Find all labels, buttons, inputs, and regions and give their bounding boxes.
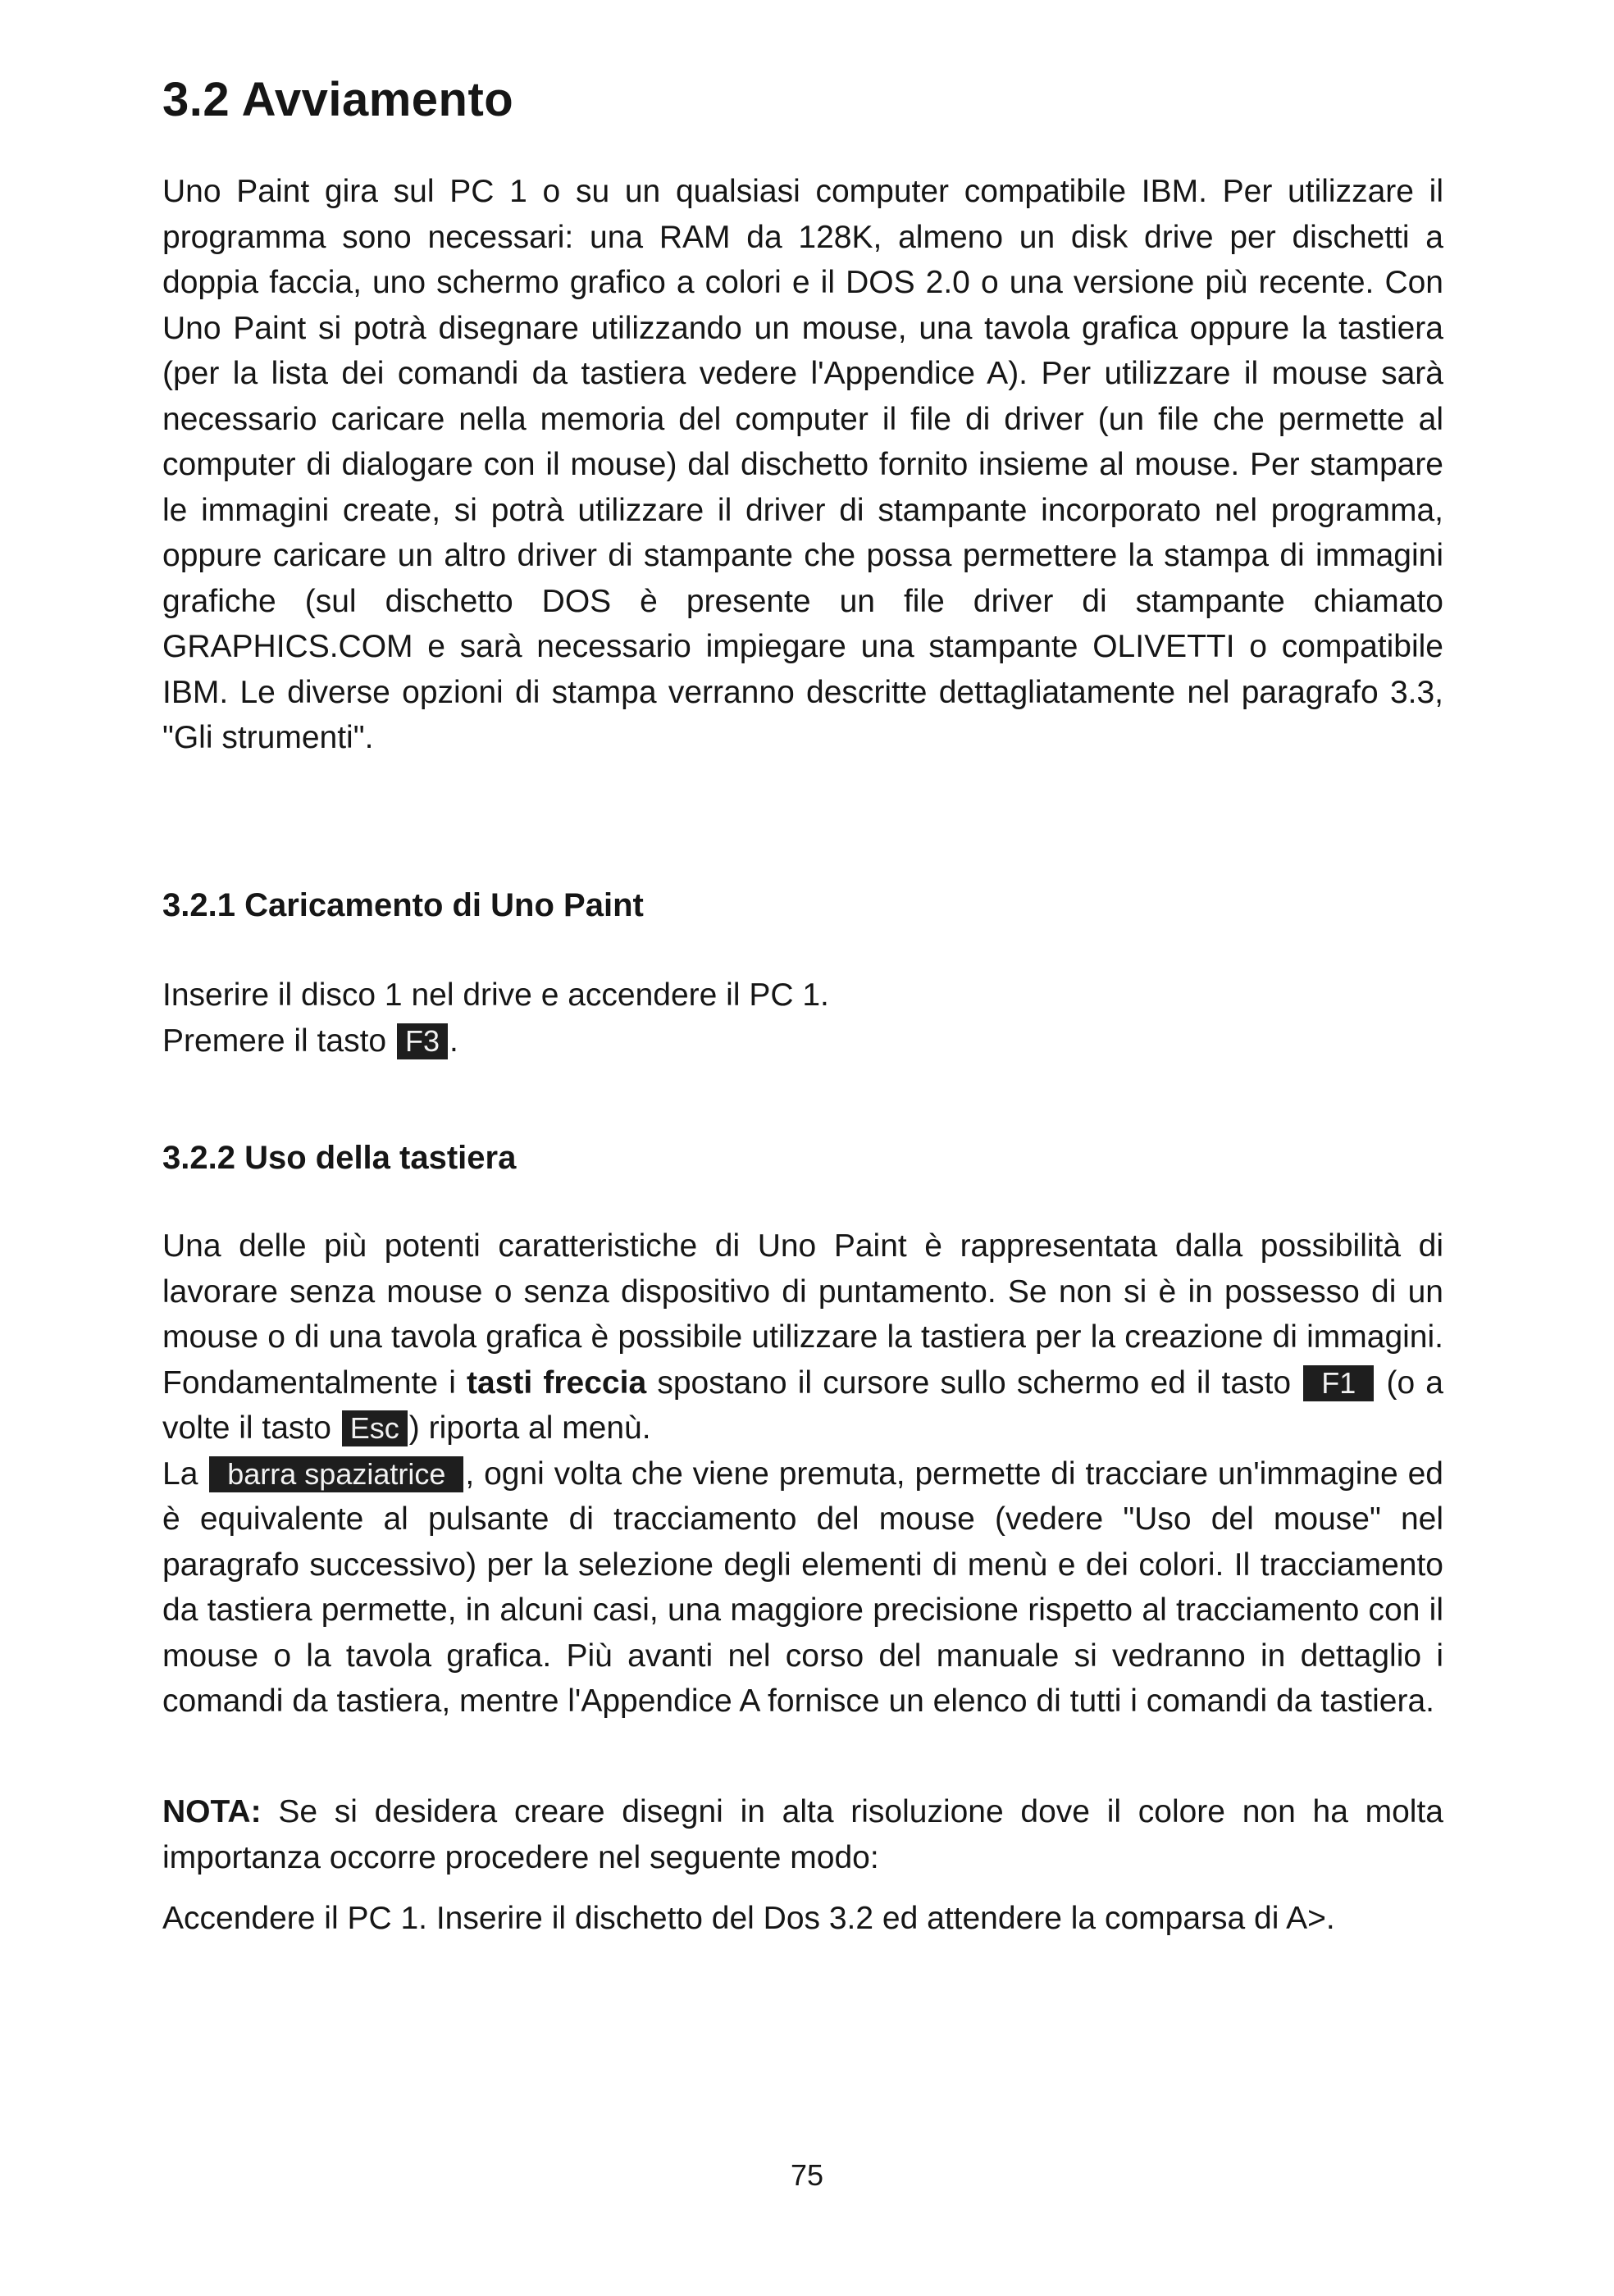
spacebar-key: barra spaziatrice bbox=[209, 1456, 463, 1492]
loading-instructions bbox=[162, 973, 1443, 1064]
subsection-title-loading: 3.2.1 Caricamento di Uno Paint bbox=[162, 887, 644, 923]
f1-key: F1 bbox=[1303, 1365, 1374, 1401]
note-block bbox=[162, 1789, 1443, 1880]
section-title: 3.2 Avviamento bbox=[162, 73, 514, 126]
keyboard-paragraph-block bbox=[162, 1223, 1443, 1724]
keyboard-paragraph-1 bbox=[162, 1223, 1443, 1451]
keyboard-text-3: (o a volte il tasto bbox=[162, 1364, 1443, 1446]
spacebar-text-before: La bbox=[162, 1456, 198, 1492]
loading-line-2 bbox=[162, 1018, 1443, 1064]
press-key-text: Premere il tasto bbox=[162, 1023, 387, 1059]
keyboard-text-2: spostano il cursore sullo schermo ed il tasto bbox=[657, 1364, 1292, 1401]
f3-key: F3 bbox=[397, 1023, 448, 1059]
keyboard-text-1: Una delle più potenti caratteristiche di Uno Paint è rappresentata dalla possibilità di lavorare senza mouse o senza dispositivo di puntamento. Se non si è in possesso di un mouse o di una tavola grafica è possibile utilizzare la tastiera per la creazione di immagini. Fondamentalmente i bbox=[162, 1228, 1443, 1401]
keyboard-text-4: ) riporta al menù. bbox=[408, 1410, 651, 1446]
note-text: Se si desidera creare disegni in alta risoluzione dove il colore non ha molta importanza occorre procedere nel seguente modo: bbox=[162, 1794, 1443, 1875]
line-end-period: . bbox=[449, 1023, 458, 1059]
arrow-keys-bold: tasti freccia bbox=[467, 1364, 647, 1401]
note-paragraph bbox=[162, 1789, 1443, 1880]
subsection-title-keyboard: 3.2.2 Uso della tastiera bbox=[162, 1140, 517, 1176]
final-instruction-block bbox=[162, 1896, 1443, 1942]
note-label: NOTA: bbox=[162, 1794, 262, 1829]
intro-paragraph: Uno Paint gira sul PC 1 o su un qualsiasi computer compatibile IBM. Per utilizzare il programma sono necessari: una RAM da 128K, almeno un disk drive per dischetti a doppia faccia, uno schermo grafico a colori e il DOS 2.0 o una versione più recente. Con Uno Paint si potrà disegnare utilizzando un mouse, una tavola grafica oppure la tastiera (per la lista dei comandi da tastiera vedere l'Appendice A). Per utilizzare il mouse sarà necessario caricare nella memoria del computer il file di driver (un file che permette al computer di dialogare con il mouse) dal dischetto fornito insieme al mouse. Per stampare le immagini create, si potrà utilizzare il driver di stampante incorporato nel programma, oppure caricare un altro driver di stampante che possa permettere la stampa di immagini grafiche (sul dischetto DOS è presente un file driver di stampante chiamato GRAPHICS.COM e sarà necessario impiegare una stampante OLIVETTI o compatibile IBM. Le diverse opzioni di stampa verranno descritte dettagliatamente nel paragrafo 3.3, "Gli strumenti". bbox=[162, 174, 1443, 755]
esc-key: Esc bbox=[342, 1410, 408, 1446]
spacebar-text-after: , ogni volta che viene premuta, permette di tracciare un'immagine ed è equivalente al pulsante di tracciamento del mouse (vedere "Uso del mouse" nel paragrafo successivo) per la selezione degli elementi di menù e dei colori. Il tracciamento da tastiera permette, in alcuni casi, una maggiore precisione rispetto al tracciamento con il mouse o la tavola grafica. Più avanti nel corso del manuale si vedranno in dettaglio i comandi da tastiera, mentre l'Appendice A fornisce un elenco di tutti i comandi da tastiera. bbox=[162, 1456, 1443, 1719]
keyboard-paragraph-2 bbox=[162, 1451, 1443, 1724]
loading-line-1: Inserire il disco 1 nel drive e accendere il PC 1. bbox=[162, 977, 829, 1013]
page-number: 75 bbox=[790, 2158, 824, 2192]
intro-paragraph-block bbox=[162, 169, 1443, 761]
final-instruction: Accendere il PC 1. Inserire il dischetto del Dos 3.2 ed attendere la comparsa di A>. bbox=[162, 1901, 1335, 1936]
